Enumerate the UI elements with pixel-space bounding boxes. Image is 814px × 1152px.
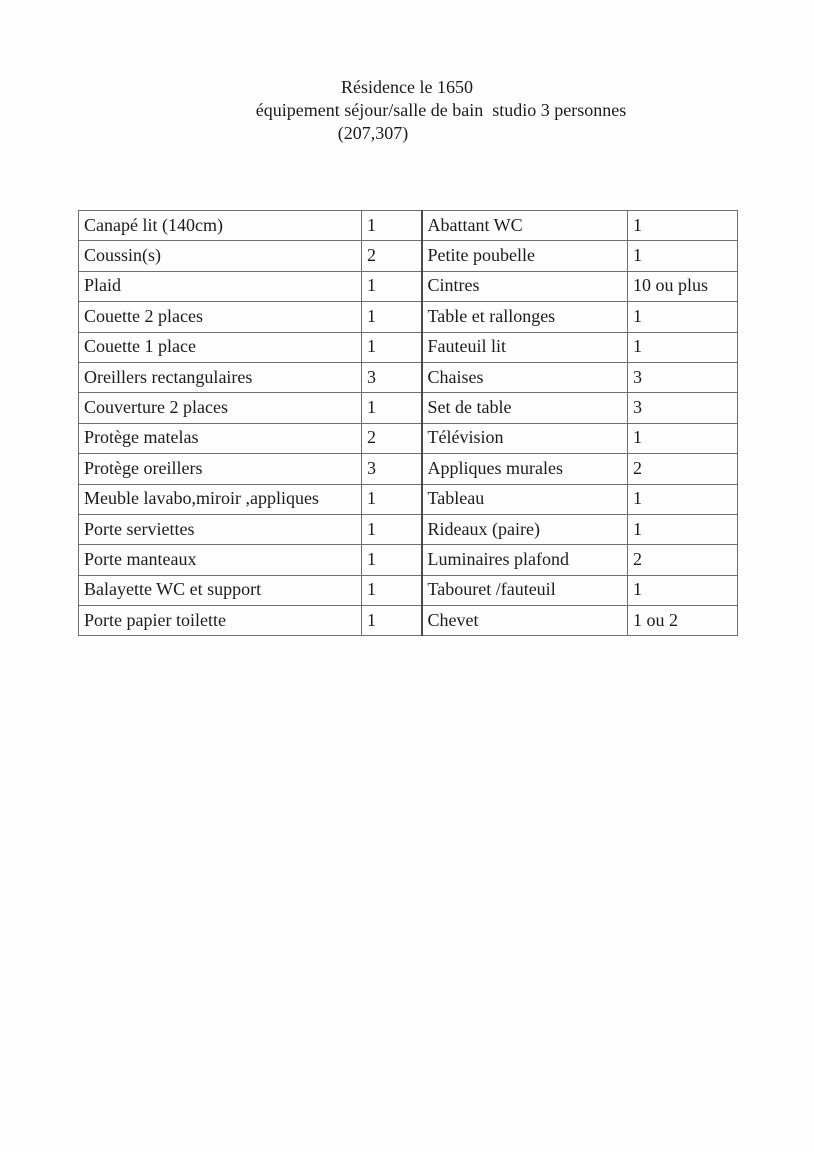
document-title-line-3: (207,307) xyxy=(337,123,409,143)
left-item-cell: Porte papier toilette xyxy=(79,606,362,636)
right-item-cell: Chaises xyxy=(422,362,628,392)
left-qty-cell: 1 xyxy=(362,545,422,575)
left-item-cell: Protège oreillers xyxy=(79,454,362,484)
left-item-cell: Canapé lit (140cm) xyxy=(79,211,362,241)
left-qty-cell: 1 xyxy=(362,514,422,544)
left-qty-cell: 2 xyxy=(362,241,422,271)
left-item-cell: Meuble lavabo,miroir ,appliques xyxy=(79,484,362,514)
right-qty-cell: 3 xyxy=(628,393,738,423)
table-row xyxy=(79,302,738,332)
equipment-table-body xyxy=(79,211,738,636)
left-item-cell: Couverture 2 places xyxy=(79,393,362,423)
left-qty-cell: 1 xyxy=(362,211,422,241)
table-row xyxy=(79,393,738,423)
right-qty-cell: 1 xyxy=(628,484,738,514)
equipment-table xyxy=(78,210,738,636)
left-item-cell: Porte manteaux xyxy=(79,545,362,575)
left-item-cell: Porte serviettes xyxy=(79,514,362,544)
left-qty-cell: 3 xyxy=(362,362,422,392)
left-item-cell: Couette 1 place xyxy=(79,332,362,362)
right-qty-cell: 1 xyxy=(628,423,738,453)
right-qty-cell: 1 xyxy=(628,575,738,605)
right-item-cell: Petite poubelle xyxy=(422,241,628,271)
right-item-cell: Fauteuil lit xyxy=(422,332,628,362)
table-row xyxy=(79,514,738,544)
left-qty-cell: 1 xyxy=(362,484,422,514)
document-title-line-2: équipement séjour/salle de bain studio 3 personnes xyxy=(255,100,627,120)
right-item-cell: Chevet xyxy=(422,606,628,636)
right-qty-cell: 2 xyxy=(628,454,738,484)
table-row xyxy=(79,423,738,453)
right-qty-cell: 2 xyxy=(628,545,738,575)
left-qty-cell: 1 xyxy=(362,332,422,362)
right-qty-cell: 1 xyxy=(628,302,738,332)
right-qty-cell: 1 ou 2 xyxy=(628,606,738,636)
right-item-cell: Abattant WC xyxy=(422,211,628,241)
table-row xyxy=(79,454,738,484)
right-item-cell: Rideaux (paire) xyxy=(422,514,628,544)
right-item-cell: Luminaires plafond xyxy=(422,545,628,575)
left-qty-cell: 1 xyxy=(362,271,422,301)
table-row xyxy=(79,575,738,605)
left-qty-cell: 1 xyxy=(362,606,422,636)
left-item-cell: Couette 2 places xyxy=(79,302,362,332)
left-item-cell: Coussin(s) xyxy=(79,241,362,271)
document-title-block xyxy=(0,76,814,145)
left-item-cell: Balayette WC et support xyxy=(79,575,362,605)
table-row xyxy=(79,484,738,514)
right-qty-cell: 1 xyxy=(628,211,738,241)
left-item-cell: Oreillers rectangulaires xyxy=(79,362,362,392)
right-item-cell: Télévision xyxy=(422,423,628,453)
right-item-cell: Appliques murales xyxy=(422,454,628,484)
table-row xyxy=(79,332,738,362)
right-item-cell: Tabouret /fauteuil xyxy=(422,575,628,605)
right-qty-cell: 3 xyxy=(628,362,738,392)
left-item-cell: Plaid xyxy=(79,271,362,301)
right-item-cell: Cintres xyxy=(422,271,628,301)
table-row xyxy=(79,241,738,271)
left-qty-cell: 2 xyxy=(362,423,422,453)
left-qty-cell: 1 xyxy=(362,302,422,332)
left-qty-cell: 1 xyxy=(362,393,422,423)
table-row xyxy=(79,545,738,575)
table-row xyxy=(79,211,738,241)
table-row xyxy=(79,271,738,301)
right-item-cell: Tableau xyxy=(422,484,628,514)
document-title-line-1: Résidence le 1650 xyxy=(341,77,473,97)
right-qty-cell: 1 xyxy=(628,514,738,544)
left-item-cell: Protège matelas xyxy=(79,423,362,453)
right-item-cell: Table et rallonges xyxy=(422,302,628,332)
table-row xyxy=(79,362,738,392)
left-qty-cell: 1 xyxy=(362,575,422,605)
right-item-cell: Set de table xyxy=(422,393,628,423)
right-qty-cell: 10 ou plus xyxy=(628,271,738,301)
right-qty-cell: 1 xyxy=(628,332,738,362)
left-qty-cell: 3 xyxy=(362,454,422,484)
right-qty-cell: 1 xyxy=(628,241,738,271)
table-row xyxy=(79,606,738,636)
